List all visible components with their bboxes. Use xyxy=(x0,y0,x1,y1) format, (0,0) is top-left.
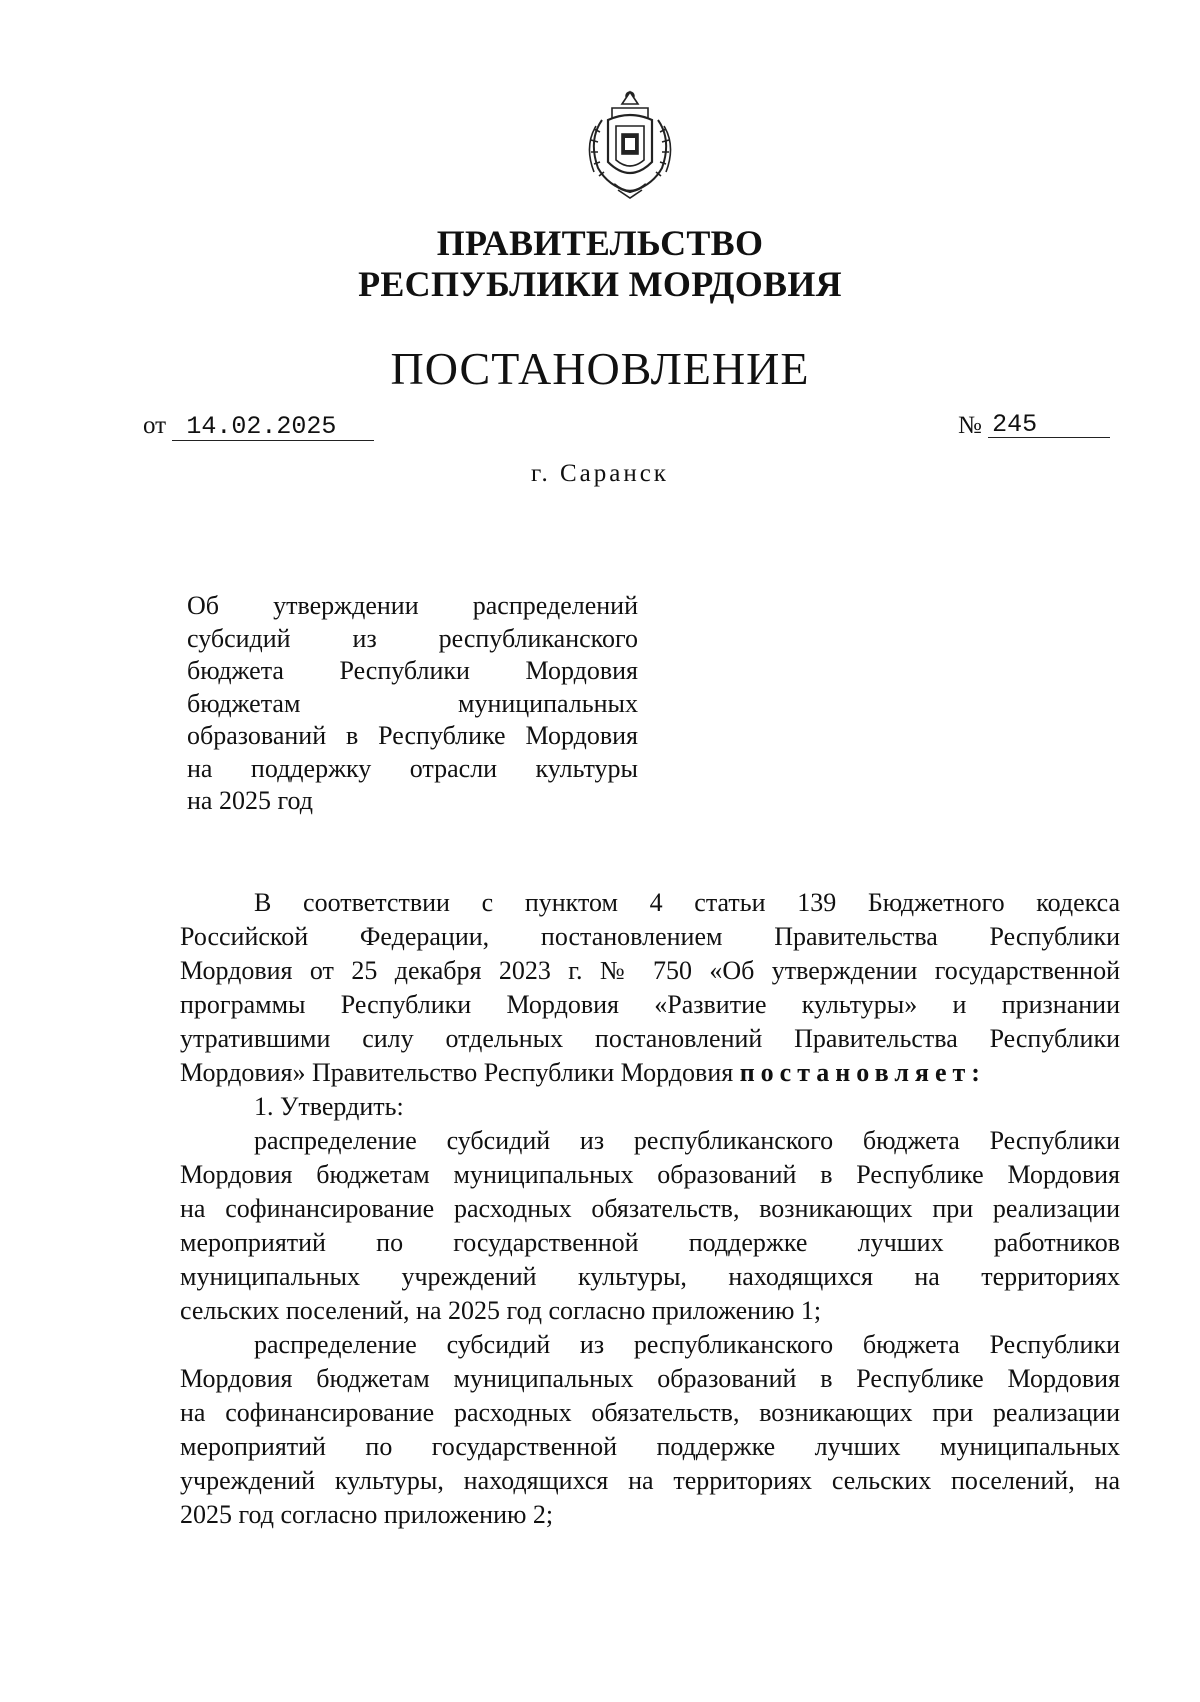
date-value: 14.02.2025 xyxy=(172,414,374,441)
subject-line: бюджета Республики Мордовия xyxy=(187,656,638,685)
body-line-decree xyxy=(180,1056,1120,1090)
body-line: распределение субсидий из республиканского бюджета Республики xyxy=(254,1330,1120,1359)
organization-name-line2: РЕСПУБЛИКИ МОРДОВИЯ xyxy=(358,264,842,304)
number-value: 245 xyxy=(988,413,1110,438)
document-body xyxy=(180,886,1120,1532)
body-line: мероприятий по государственной поддержке лучших муниципальных xyxy=(180,1432,1120,1461)
body-line: мероприятий по государственной поддержке лучших работников xyxy=(180,1228,1120,1257)
body-line: распределение субсидий из республиканского бюджета Республики xyxy=(254,1126,1120,1155)
body-line: на софинансирование расходных обязательств, возникающих при реализации xyxy=(180,1398,1120,1427)
city-name: г. Саранск xyxy=(531,460,669,487)
item-1-heading: 1. Утвердить: xyxy=(254,1092,404,1121)
document-type-title: ПОСТАНОВЛЕНИЕ xyxy=(390,343,810,394)
subject-line: Об утверждении распределений xyxy=(187,591,638,620)
body-line: на софинансирование расходных обязательств, возникающих при реализации xyxy=(180,1194,1120,1223)
subject-line: субсидий из республиканского xyxy=(187,623,638,653)
body-line: учреждений культуры, находящихся на территориях сельских поселений, на xyxy=(180,1466,1120,1495)
body-line: муниципальных учреждений культуры, находящихся на территориях xyxy=(180,1262,1120,1291)
document-date xyxy=(143,412,374,441)
subject-line: на 2025 год xyxy=(187,786,313,815)
body-line: 2025 год согласно приложению 2; xyxy=(180,1500,554,1529)
body-line: Мордовия от 25 декабря 2023 г. № 750 «Об утверждении государственной xyxy=(180,956,1120,985)
body-line: Российской Федерации, постановлением Правительства Республики xyxy=(180,922,1120,951)
subject-line: бюджетам муниципальных xyxy=(187,688,638,718)
subject-line: на поддержку отрасли культуры xyxy=(187,753,638,783)
organization-name-line1: ПРАВИТЕЛЬСТВО xyxy=(436,223,764,263)
body-line: программы Республики Мордовия «Развитие культуры» и признании xyxy=(180,990,1120,1019)
body-line: Мордовия бюджетам муниципальных образований в Республике Мордовия xyxy=(180,1364,1120,1393)
body-line: сельских поселений, на 2025 год согласно приложению 1; xyxy=(180,1296,822,1325)
date-prefix: от xyxy=(143,412,167,439)
document-subject xyxy=(187,590,638,818)
decree-keyword: постановляет: xyxy=(739,1058,986,1087)
body-line: утратившими силу отдельных постановлений Правительства Республики xyxy=(180,1024,1120,1053)
coat-of-arms-emblem xyxy=(578,80,682,202)
body-line: В соответствии с пунктом 4 статьи 139 Бюджетного кодекса xyxy=(254,888,1120,917)
number-prefix: № xyxy=(958,412,982,439)
subject-line: образований в Республике Мордовия xyxy=(187,721,638,750)
intro-last-text: Мордовия» Правительство Республики Мордовия xyxy=(180,1058,740,1087)
document-number xyxy=(958,412,1110,440)
body-line: Мордовия бюджетам муниципальных образований в Республике Мордовия xyxy=(180,1160,1120,1189)
